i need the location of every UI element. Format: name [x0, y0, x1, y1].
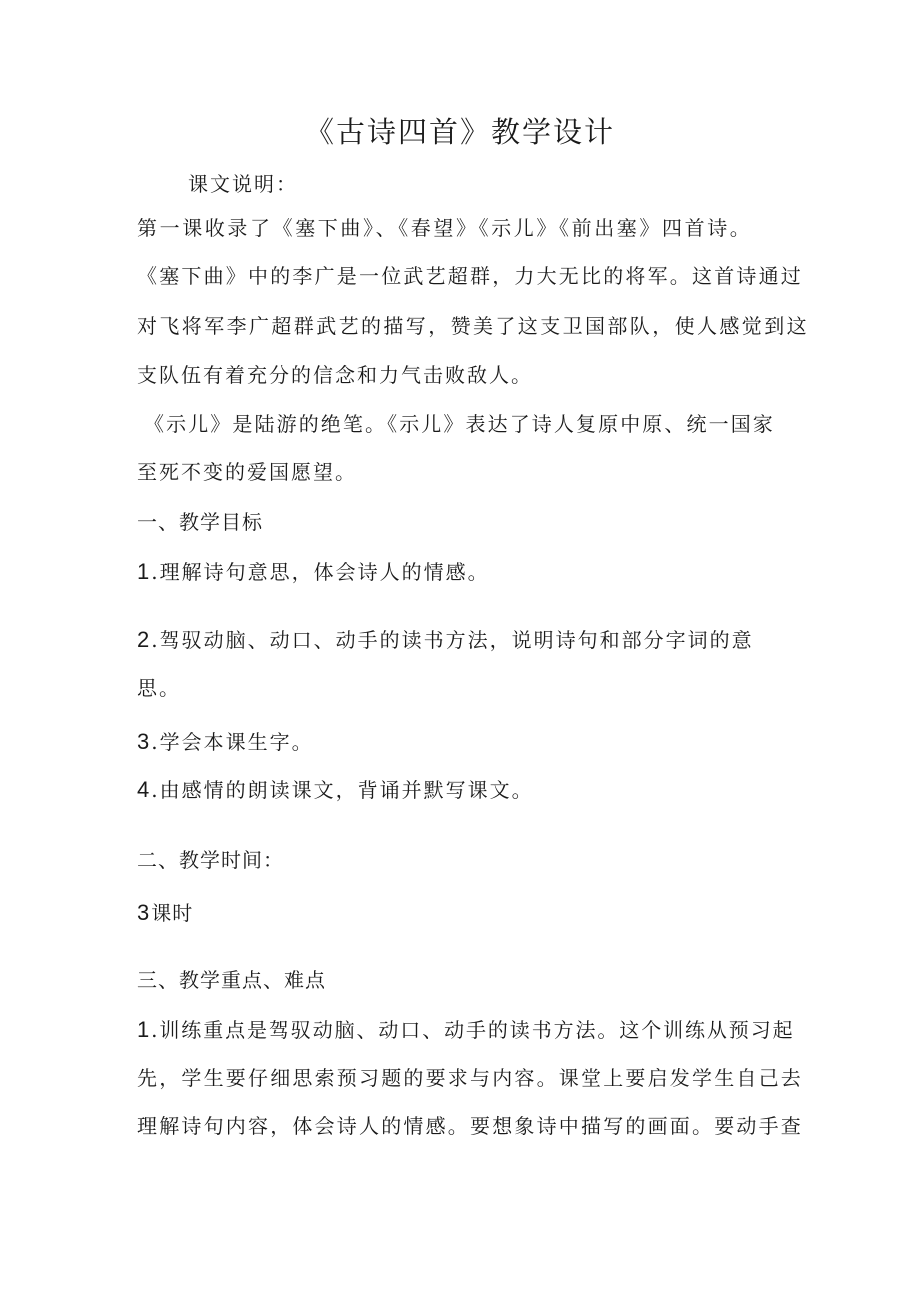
intro-line-1: 第一课收录了《塞下曲》、《春望》《示儿》《前出塞》四首诗。	[137, 216, 753, 240]
intro-line-3: 对飞将军李广超群武艺的描写，赞美了这支卫国部队，使人感觉到这	[137, 314, 809, 338]
section1-heading: 一、教学目标	[137, 510, 263, 534]
document-title: 《古诗四首》教学设计	[304, 115, 615, 149]
intro-line-2: 《塞下曲》中的李广是一位武艺超群，力大无比的将军。这首诗通过	[137, 264, 803, 288]
class-hours-unit: 课时	[151, 901, 194, 925]
focus-line-3: 理解诗句内容，体会诗人的情感。要想象诗中描写的画面。要动手查	[137, 1114, 803, 1138]
intro-label: 课文说明：	[188, 172, 298, 196]
class-hours-number: 3	[137, 900, 152, 925]
goal-item-4-number: 4	[137, 777, 152, 802]
goal-item-3-text: .学会本课生字。	[151, 730, 314, 754]
goal-item-1-number: 1	[137, 559, 152, 584]
goal-item-4	[137, 776, 534, 804]
goal-item-2-number: 2	[137, 627, 152, 652]
class-hours	[137, 899, 193, 927]
shier-line-1: 《示儿》是陆游的绝笔。《示儿》表达了诗人复原中原、统一国家	[144, 412, 775, 436]
goal-item-1	[137, 558, 490, 586]
focus-line-1-text: .训练重点是驾驭动脑、动口、动手的读书方法。这个训练从预习起	[151, 1018, 795, 1042]
goal-item-3	[137, 728, 314, 756]
goal-item-2-text: .驾驭动脑、动口、动手的读书方法，说明诗句和部分字词的意	[151, 628, 754, 652]
intro-line-4: 支队伍有着充分的信念和力气击败敌人。	[137, 363, 533, 387]
goal-item-3-number: 3	[137, 729, 152, 754]
focus-line-2: 先，学生要仔细思索预习题的要求与内容。课堂上要启发学生自己去	[137, 1066, 803, 1090]
section2-heading: 二、教学时间：	[137, 848, 284, 872]
goal-item-2-continued: 思。	[137, 676, 181, 700]
section3-heading: 三、教学重点、难点	[137, 968, 326, 992]
goal-item-4-text: .由感情的朗读课文，背诵并默写课文。	[151, 778, 534, 802]
shier-line-2: 至死不变的爱国愿望。	[137, 460, 357, 484]
focus-item-1-number: 1	[137, 1017, 152, 1042]
goal-item-2	[137, 626, 754, 654]
focus-line-1	[137, 1016, 795, 1044]
goal-item-1-text: .理解诗句意思，体会诗人的情感。	[151, 560, 490, 584]
